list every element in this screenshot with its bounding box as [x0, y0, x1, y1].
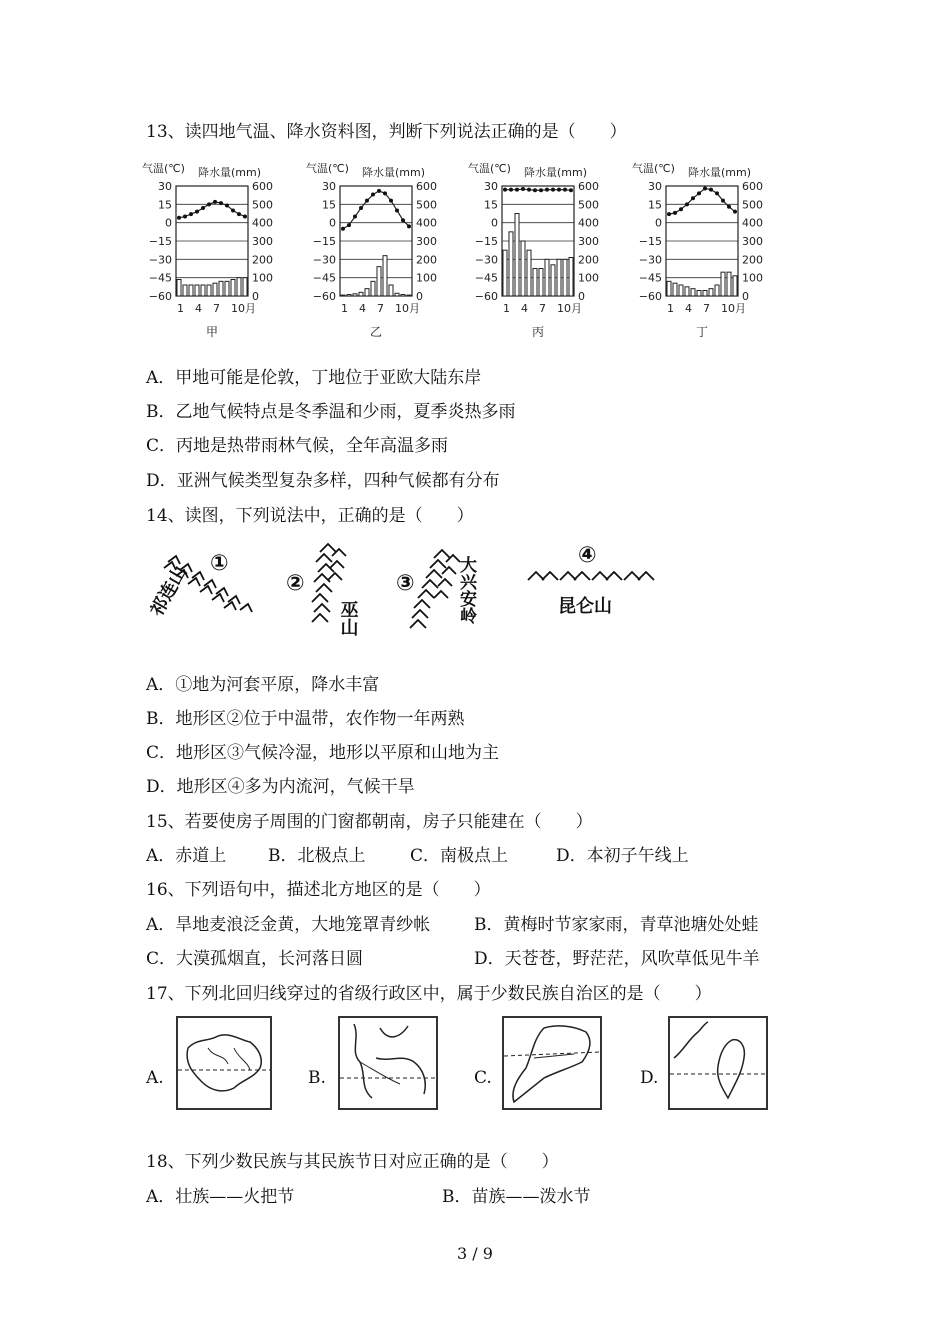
month-tick-label: 4 — [685, 302, 692, 315]
mountain-4-number: ④ — [578, 543, 597, 568]
month-tick-label: 1 — [177, 302, 184, 315]
precip-bar — [207, 285, 211, 296]
month-tick-label: 7 — [377, 302, 384, 315]
temp-point — [679, 207, 683, 211]
month-tick-label: 10月 — [557, 302, 582, 315]
temp-point — [359, 206, 363, 210]
q18-option-a: A．壮族——火把节 — [146, 1187, 295, 1207]
temp-tick-label: 15 — [648, 198, 662, 212]
temp-point — [225, 204, 229, 208]
q13-option-c: C．丙地是热带雨林气候，全年高温多雨 — [146, 436, 449, 456]
precip-bar — [195, 285, 199, 296]
q13-option-b: B．乙地气候特点是冬季温和少雨，夏季炎热多雨 — [146, 402, 516, 422]
temp-tick-label: −45 — [474, 271, 498, 285]
precip-tick-label: 500 — [416, 198, 437, 212]
temp-tick-label: −45 — [312, 271, 336, 285]
precip-bar — [563, 259, 567, 296]
chart-label: 乙 — [370, 325, 383, 339]
precip-tick-label: 200 — [416, 253, 437, 267]
temp-point — [521, 187, 525, 191]
precip-bar — [377, 267, 381, 296]
temp-point — [207, 202, 211, 206]
temp-point — [545, 188, 549, 192]
q17-map-c — [502, 1016, 602, 1110]
mountain-4-name: 昆仑山 — [558, 596, 612, 617]
q15-option-a: A．赤道上 — [146, 846, 227, 866]
month-tick-label: 7 — [703, 302, 710, 315]
axis-right-title: 降水量(mm) — [198, 166, 262, 179]
temp-tick-label: 15 — [484, 198, 498, 212]
temp-tick-label: −60 — [474, 290, 498, 303]
temp-point — [569, 188, 573, 192]
temp-tick-label: 0 — [655, 216, 662, 230]
temp-point — [383, 191, 387, 195]
map-c-svg — [504, 1018, 600, 1108]
q17-label-b: B. — [308, 1068, 326, 1088]
temp-point — [177, 216, 181, 220]
temp-tick-label: −15 — [474, 235, 498, 248]
temp-point — [733, 210, 737, 214]
q18-stem: 18、下列少数民族与其民族节日对应正确的是（ ） — [146, 1152, 559, 1172]
q13-option-a: A．甲地可能是伦敦，丁地位于亚欧大陆东岸 — [146, 368, 482, 388]
temp-point — [401, 218, 405, 222]
q16-stem: 16、下列语句中，描述北方地区的是（ ） — [146, 880, 491, 900]
q17-label-c: C. — [474, 1068, 492, 1088]
chart-label: 甲 — [206, 325, 219, 339]
temp-point — [365, 199, 369, 203]
precip-bar — [395, 293, 399, 296]
precip-tick-label: 0 — [416, 290, 423, 303]
precip-bar — [539, 269, 543, 297]
axis-right-title: 降水量(mm) — [524, 166, 588, 179]
mountain-2-name: 巫山 — [337, 600, 359, 636]
axis-left-title: 气温(℃) — [142, 162, 185, 175]
precip-tick-label: 400 — [742, 216, 763, 230]
temp-point — [189, 212, 193, 216]
precip-bar — [673, 283, 677, 296]
q15-option-c: C．南极点上 — [410, 846, 509, 866]
precip-bar — [177, 280, 181, 297]
precip-bar — [389, 285, 393, 296]
precip-tick-label: 100 — [742, 271, 763, 285]
precip-tick-label: 300 — [416, 235, 437, 248]
temp-tick-label: −30 — [148, 253, 172, 267]
q17-label-d: D. — [640, 1068, 659, 1088]
temp-tick-label: 30 — [648, 180, 662, 193]
precip-bar — [353, 294, 357, 296]
mountain-2-number: ② — [286, 571, 305, 596]
month-tick-label: 1 — [667, 302, 674, 315]
precip-tick-label: 0 — [742, 290, 749, 303]
precip-tick-label: 0 — [252, 290, 259, 303]
temp-point — [219, 201, 223, 205]
temp-tick-label: 15 — [322, 198, 336, 212]
temp-tick-label: −15 — [638, 235, 662, 248]
precip-bar — [527, 250, 531, 296]
precip-tick-label: 200 — [742, 253, 763, 267]
axis-right-title: 降水量(mm) — [362, 166, 426, 179]
temp-tick-label: 30 — [484, 180, 498, 193]
precip-bar — [243, 278, 247, 296]
precip-tick-label: 300 — [742, 235, 763, 248]
temp-line — [505, 189, 571, 190]
month-tick-label: 4 — [521, 302, 528, 315]
temp-point — [539, 188, 543, 192]
temp-tick-label: 0 — [329, 216, 336, 230]
precip-bar — [709, 289, 713, 296]
precip-bar — [533, 269, 537, 297]
precip-bar — [359, 292, 363, 296]
temp-tick-label: 30 — [158, 180, 172, 193]
temp-tick-label: −30 — [638, 253, 662, 267]
temp-point — [231, 208, 235, 212]
month-tick-label: 1 — [341, 302, 348, 315]
q15-option-d: D．本初子午线上 — [556, 846, 689, 866]
temp-tick-label: −60 — [638, 290, 662, 303]
precip-tick-label: 400 — [416, 216, 437, 230]
precip-bar — [691, 289, 695, 296]
month-tick-label: 4 — [195, 302, 202, 315]
mountain-3-name: 大兴安岭 — [456, 556, 476, 624]
temp-line — [669, 188, 735, 214]
q16-option-d: D．天苍苍，野茫茫，风吹草低见牛羊 — [474, 949, 760, 969]
precip-tick-label: 400 — [252, 216, 273, 230]
temp-tick-label: −30 — [312, 253, 336, 267]
climate-charts — [140, 158, 800, 346]
precip-bar — [679, 285, 683, 296]
precip-bar — [225, 281, 229, 296]
temp-point — [557, 188, 561, 192]
month-tick-label: 10月 — [395, 302, 420, 315]
page-number: 3 / 9 — [457, 1244, 493, 1263]
temp-point — [667, 212, 671, 216]
temp-point — [515, 188, 519, 192]
precip-bar — [237, 278, 241, 296]
precip-tick-label: 100 — [578, 271, 599, 285]
temp-line — [343, 191, 409, 229]
precip-bar — [733, 276, 737, 296]
temp-point — [243, 215, 247, 219]
precip-bar — [727, 272, 731, 296]
precip-bar — [503, 250, 507, 296]
precip-bar — [201, 285, 205, 296]
precip-bar — [667, 281, 671, 296]
temp-tick-label: −15 — [148, 235, 172, 248]
precip-tick-label: 100 — [416, 271, 437, 285]
climate-charts-svg — [140, 158, 800, 346]
precip-tick-label: 500 — [578, 198, 599, 212]
month-tick-label: 4 — [359, 302, 366, 315]
axis-left-title: 气温(℃) — [632, 162, 675, 175]
precip-tick-label: 600 — [416, 180, 437, 193]
q14-option-c: C．地形区③气候冷湿，地形以平原和山地为主 — [146, 743, 500, 763]
temp-point — [691, 196, 695, 200]
q13-stem: 13、读四地气温、降水资料图，判断下列说法正确的是（ ） — [146, 122, 627, 142]
temp-point — [377, 189, 381, 193]
precip-tick-label: 400 — [578, 216, 599, 230]
chart-label: 丙 — [532, 325, 545, 339]
temp-tick-label: −15 — [312, 235, 336, 248]
temp-tick-label: 15 — [158, 198, 172, 212]
temp-point — [533, 188, 537, 192]
q14-option-d: D．地形区④多为内流河，气候干旱 — [146, 777, 415, 797]
precip-bar — [515, 214, 519, 297]
mountain-4-ridge — [528, 572, 654, 580]
precip-bar — [569, 258, 573, 297]
map-a-svg — [178, 1018, 270, 1108]
temp-point — [697, 191, 701, 195]
temp-point — [347, 223, 351, 227]
precip-bar — [551, 265, 555, 296]
month-tick-label: 7 — [213, 302, 220, 315]
temp-point — [201, 206, 205, 210]
precip-bar — [721, 272, 725, 296]
precip-tick-label: 200 — [578, 253, 599, 267]
axis-left-title: 气温(℃) — [306, 162, 349, 175]
precip-tick-label: 500 — [742, 198, 763, 212]
month-tick-label: 10月 — [231, 302, 256, 315]
month-tick-label: 1 — [503, 302, 510, 315]
precip-tick-label: 600 — [578, 180, 599, 193]
temp-point — [685, 202, 689, 206]
precip-bar — [189, 285, 193, 296]
temp-point — [389, 199, 393, 203]
precip-bar — [347, 295, 351, 296]
temp-point — [353, 215, 357, 219]
temp-point — [709, 188, 713, 192]
temp-point — [503, 188, 507, 192]
precip-tick-label: 100 — [252, 271, 273, 285]
q17-map-d — [668, 1016, 768, 1110]
temp-tick-label: −30 — [474, 253, 498, 267]
precip-bar — [685, 287, 689, 296]
precip-bar — [557, 259, 561, 296]
mountain-1-name: 祁连山 — [150, 562, 192, 620]
q17-map-a — [176, 1016, 272, 1110]
precip-bar — [213, 283, 217, 296]
temp-point — [563, 188, 567, 192]
temp-point — [727, 205, 731, 209]
mountain-3-number: ③ — [396, 571, 415, 596]
precip-bar — [715, 285, 719, 296]
precip-bar — [231, 280, 235, 297]
precip-bar — [697, 291, 701, 297]
precip-bar — [407, 295, 411, 296]
temp-point — [407, 224, 411, 228]
chart-label: 丁 — [696, 325, 709, 339]
precip-bar — [383, 256, 387, 296]
mountain-1-number: ① — [210, 551, 229, 576]
month-tick-label: 10月 — [721, 302, 746, 315]
precip-bar — [401, 295, 405, 296]
axis-left-title: 气温(℃) — [468, 162, 511, 175]
temp-point — [371, 193, 375, 197]
precip-tick-label: 600 — [742, 180, 763, 193]
temp-point — [341, 227, 345, 231]
temp-tick-label: 0 — [165, 216, 172, 230]
precip-bar — [219, 281, 223, 296]
mountain-figure-svg — [150, 540, 670, 640]
temp-point — [703, 186, 707, 190]
month-tick-label: 7 — [539, 302, 546, 315]
map-d-svg — [670, 1018, 766, 1108]
q17-label-a: A. — [146, 1068, 164, 1088]
temp-point — [551, 188, 555, 192]
q16-option-c: C．大漠孤烟直，长河落日圆 — [146, 949, 364, 969]
q17-stem: 17、下列北回归线穿过的省级行政区中，属于少数民族自治区的是（ ） — [146, 984, 712, 1004]
temp-tick-label: −60 — [148, 290, 172, 303]
q17-map-b — [338, 1016, 438, 1110]
q13-option-d: D．亚洲气候类型复杂多样，四种气候都有分布 — [146, 471, 500, 491]
mountain-figure — [150, 540, 670, 640]
temp-tick-label: 0 — [491, 216, 498, 230]
temp-point — [195, 210, 199, 214]
mountain-3-ridge — [410, 550, 460, 628]
precip-tick-label: 300 — [252, 235, 273, 248]
temp-tick-label: −45 — [148, 271, 172, 285]
temp-point — [183, 215, 187, 219]
axis-right-title: 降水量(mm) — [688, 166, 752, 179]
q14-option-b: B．地形区②位于中温带，农作物一年两熟 — [146, 709, 465, 729]
precip-bar — [703, 291, 707, 297]
q15-option-b: B．北极点上 — [268, 846, 366, 866]
precip-tick-label: 0 — [578, 290, 585, 303]
q16-option-b: B．黄梅时节家家雨，青草池塘处处蛙 — [474, 915, 759, 935]
map-b-svg — [340, 1018, 436, 1108]
precip-bar — [371, 281, 375, 296]
q16-option-a: A．旱地麦浪泛金黄，大地笼罩青纱帐 — [146, 915, 431, 935]
temp-point — [673, 211, 677, 215]
precip-bar — [365, 289, 369, 296]
precip-tick-label: 300 — [578, 235, 599, 248]
q14-option-a: A．①地为河套平原，降水丰富 — [146, 675, 380, 695]
temp-tick-label: 30 — [322, 180, 336, 193]
temp-point — [527, 188, 531, 192]
precip-tick-label: 200 — [252, 253, 273, 267]
temp-point — [237, 212, 241, 216]
temp-point — [715, 191, 719, 195]
precip-tick-label: 600 — [252, 180, 273, 193]
temp-tick-label: −60 — [312, 290, 336, 303]
q15-stem: 15、若要使房子周围的门窗都朝南，房子只能建在（ ） — [146, 812, 593, 832]
temp-point — [395, 208, 399, 212]
temp-point — [509, 188, 513, 192]
precip-bar — [341, 295, 345, 296]
precip-bar — [183, 285, 187, 296]
temp-point — [721, 199, 725, 203]
temp-tick-label: −45 — [638, 271, 662, 285]
precip-bar — [545, 259, 549, 296]
q18-option-b: B．苗族——泼水节 — [442, 1187, 591, 1207]
precip-bar — [521, 241, 525, 296]
precip-tick-label: 500 — [252, 198, 273, 212]
temp-point — [213, 200, 217, 204]
precip-bar — [509, 232, 513, 296]
q14-stem: 14、读图，下列说法中，正确的是（ ） — [146, 506, 474, 526]
